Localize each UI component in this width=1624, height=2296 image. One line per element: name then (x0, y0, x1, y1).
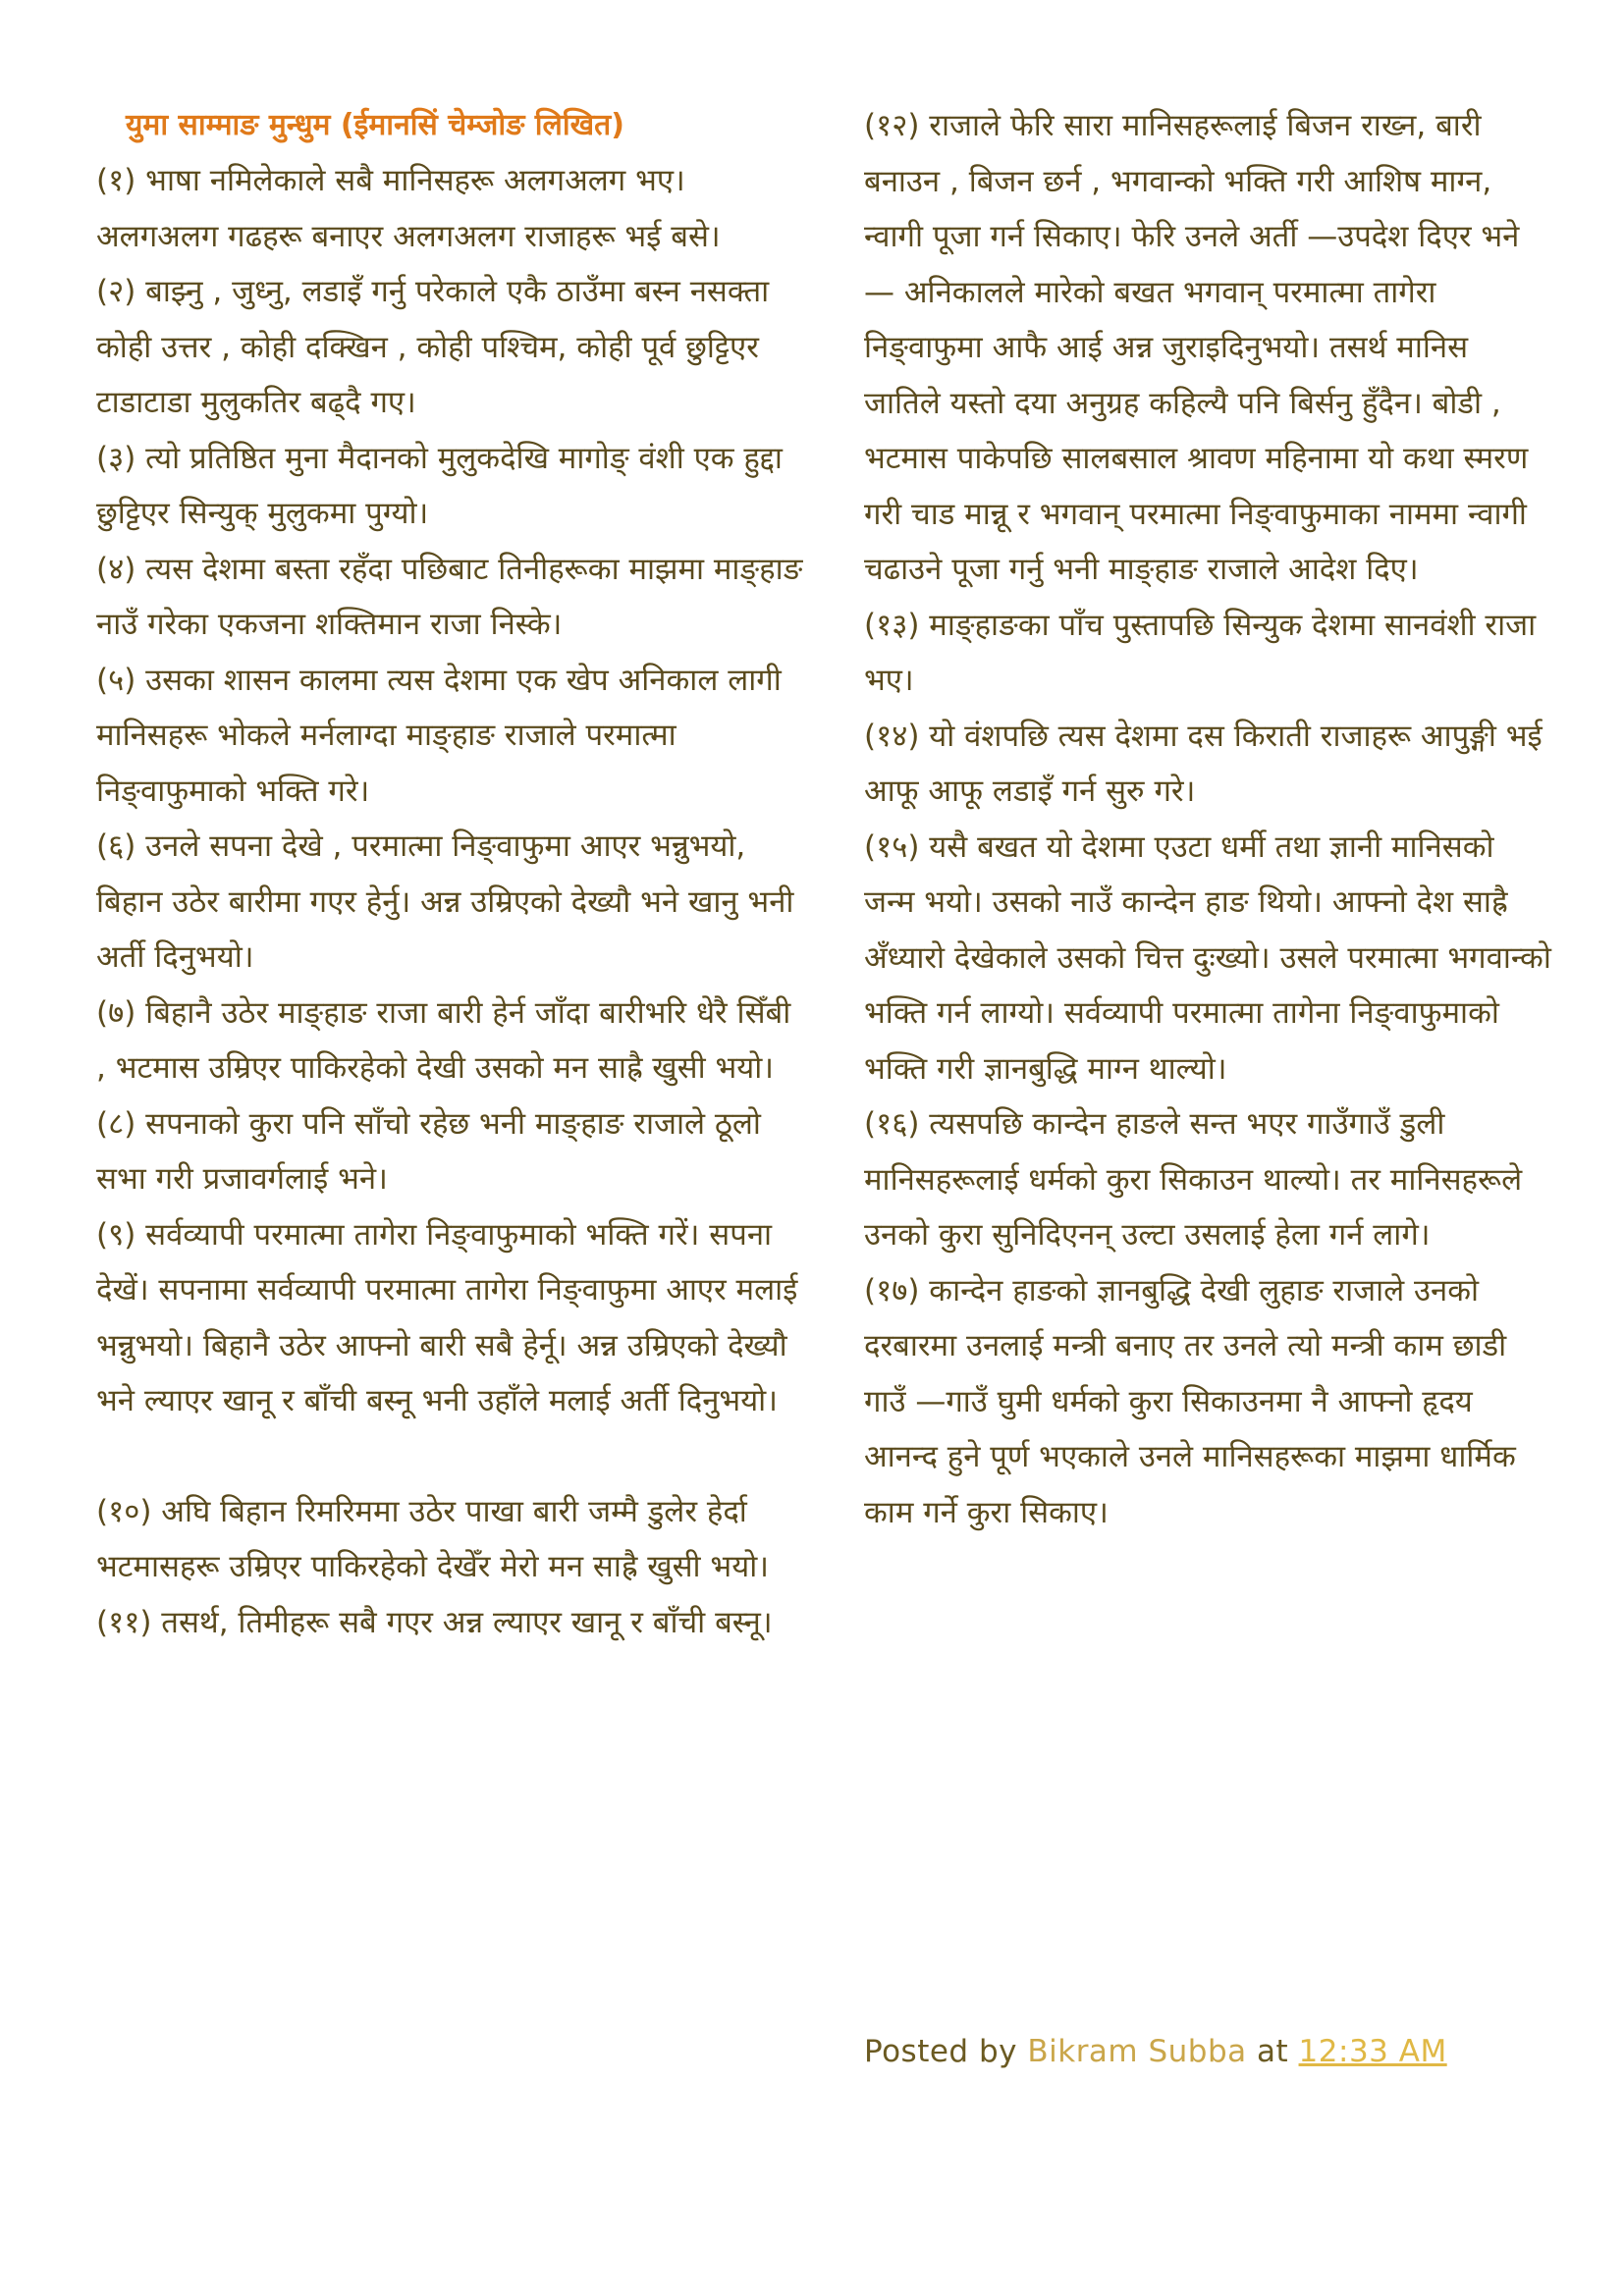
document-title: युमा साम्माङ मुन्धुम (ईमानसिं चेम्जोङ लिखित) (126, 108, 624, 142)
verse-11: (११) तसर्थ, तिमीहरू सबै गएर अन्न ल्याएर खानू र बाँची बस्नू। (96, 1604, 773, 1640)
verse-3: (३) त्यो प्रतिष्ठित मुना मैदानको मुलुकदेखि मागोङ् वंशी एक हुद्दा छुट्टिएर सिन्युक् मुलुकमा पुग्यो। (96, 440, 783, 531)
verse-13: (१३) माङ्हाङका पाँच पुस्तापछि सिन्युक देशमा सानवंशी राजा भए। (864, 607, 1537, 698)
verse-1: (१) भाषा नमिलेकाले सबै मानिसहरू अलगअलग भए। अलगअलग गढहरू बनाएर अलगअलग राजाहरू भई बसे। (96, 163, 721, 254)
verse-9: (९) सर्वव्यापी परमात्मा तागेरा निङ्वाफुमाको भक्ति गरें। सपना देखें। सपनामा सर्वव्यापी परमात्मा तागेरा निङ्वाफुमा आएर मलाई भन्नुभयो। बिहानै उठेर आफ्नो बारी सबै हेर्नू। अन्न उम्रिएको देख्यौ भने ल्याएर खानू र बाँची बस्नू भनी उहाँले मलाई अर्ती दिनुभयो। (96, 1216, 798, 1418)
post-footer (864, 2034, 1447, 2069)
verse-14: (१४) यो वंशपछि त्यस देशमा दस किराती राजाहरू आपुङ्गी भई आफू आफू लडाइँ गर्न सुरु गरे। (864, 718, 1543, 809)
verse-6: (६) उनले सपना देखे , परमात्मा निङ्वाफुमा आएर भन्नुभयो, बिहान उठेर बारीमा गएर हेर्नु। अन्न उम्रिएको देख्यौ भने खानु भनी अर्ती दिनुभयो। (96, 828, 794, 975)
verse-7: (७) बिहानै उठेर माङ्हाङ राजा बारी हेर्न जाँदा बारीभरि धेरै सिँबी , भटमास उम्रिएर पाकिरहेको देखी उसको मन साह्रै खुसी भयो। (96, 994, 791, 1086)
post-time-link[interactable]: 12:33 AM (1298, 2034, 1447, 2069)
at-label: at (1257, 2034, 1289, 2069)
verse-8: (८) सपनाको कुरा पनि साँचो रहेछ भनी माङ्हाङ राजाले ठूलो सभा गरी प्रजावर्गलाई भने। (96, 1105, 761, 1197)
verse-10: (१०) अघि बिहान रिमरिममा उठेर पाखा बारी जम्मै डुलेर हेर्दा भटमासहरू उम्रिएर पाकिरहेको देखेँर मेरो मन साह्रै खुसी भयो। (96, 1493, 769, 1584)
verse-4: (४) त्यस देशमा बस्ता रहँदा पछिबाट तिनीहरूका माझमा माङ्हाङ नाउँ गरेका एकजना शक्तिमान राजा निस्के। (96, 551, 803, 642)
verse-17: (१७) कान्देन हाङको ज्ञानबुद्धि देखी लुहाङ राजाले उनको दरबारमा उनलाई मन्त्री बनाए तर उनले त्यो मन्त्री काम छाडी गाउँ —गाउँ घुमी धर्मको कुरा सिकाउनमा नै आफ्नोे हृदय आनन्द हुने पूर्ण भएकाले उनले मानिसहरूका माझमा धार्मिक काम गर्ने कुरा सिकाए। (864, 1272, 1516, 1530)
verse-2: (२) बाझ्नु , जुध्नु, लडाइँ गर्नु परेकाले एकै ठाउँमा बस्न नसक्ता कोही उत्तर , कोही दक्खिन , कोही पश्चिम, कोही पूर्व छुट्टिएर टाडाटाडा मुलुकतिर बढ्दै गए। (96, 274, 770, 420)
posted-by-label: Posted by (864, 2034, 1017, 2069)
verse-15: (१५) यसै बखत यो देशमा एउटा धर्मी तथा ज्ञानी मानिसको जन्म भयो। उसको नाउँ कान्देन हाङ थियो। आफ्नो देश साह्रै अँध्यारो देखेकाले उसको चित्त दुःख्यो। उसले परमात्मा भगवान्को भक्ति गर्न लाग्यो। सर्वव्यापी परमात्मा तागेना निङ्वाफुमाको भक्ति गरी ज्ञानबुद्धि माग्न थाल्यो। (864, 828, 1551, 1087)
right-column (864, 98, 1551, 1540)
left-column (96, 98, 803, 1650)
verse-5: (५) उसका शासन कालमा त्यस देशमा एक खेप अनिकाल लागी मानिसहरू भोकले मर्नलाग्दा माङ्हाङ राजाले परमात्मा निङ्वाफुमाको भक्ति गरे। (96, 662, 782, 809)
verse-12: (१२) राजाले फेरि सारा मानिसहरूलाई बिजन राख्न, बारी बनाउन , बिजन छर्न , भगवान्को भक्ति गरी आशिष माग्न, न्वागी पूजा गर्न सिकाए। फेरि उनले अर्ती —उपदेश दिएर भने — अनिकालले मारेको बखत भगवान् परमात्मा तागेरा निङ्वाफुमा आफै आई अन्न जुराइदिनुभयो। तसर्थ मानिस जातिले यस्तो दया अनुग्रह कहिल्यै पनि बिर्सनु हुँदैन। बोडी , भटमास पाकेपछि सालबसाल श्रावण महिनामा यो कथा स्मरण गरी चाड मान्नू र भगवान् परमात्मा निङ्वाफुमाका नाममा न्वागी चढाउने पूजा गर्नु भनी माङ्हाङ राजाले आदेश दिए। (864, 108, 1529, 587)
verse-16: (१६) त्यसपछि कान्देन हाङले सन्त भएर गाउँगाउँ डुली मानिसहरूलाई धर्मको कुरा सिकाउन थाल्यो। तर मानिसहरूले उनको कुरा सुनिदिएनन् उल्टा उसलाई हेला गर्न लागे। (864, 1106, 1523, 1253)
author-name[interactable]: Bikram Subba (1027, 2034, 1247, 2069)
